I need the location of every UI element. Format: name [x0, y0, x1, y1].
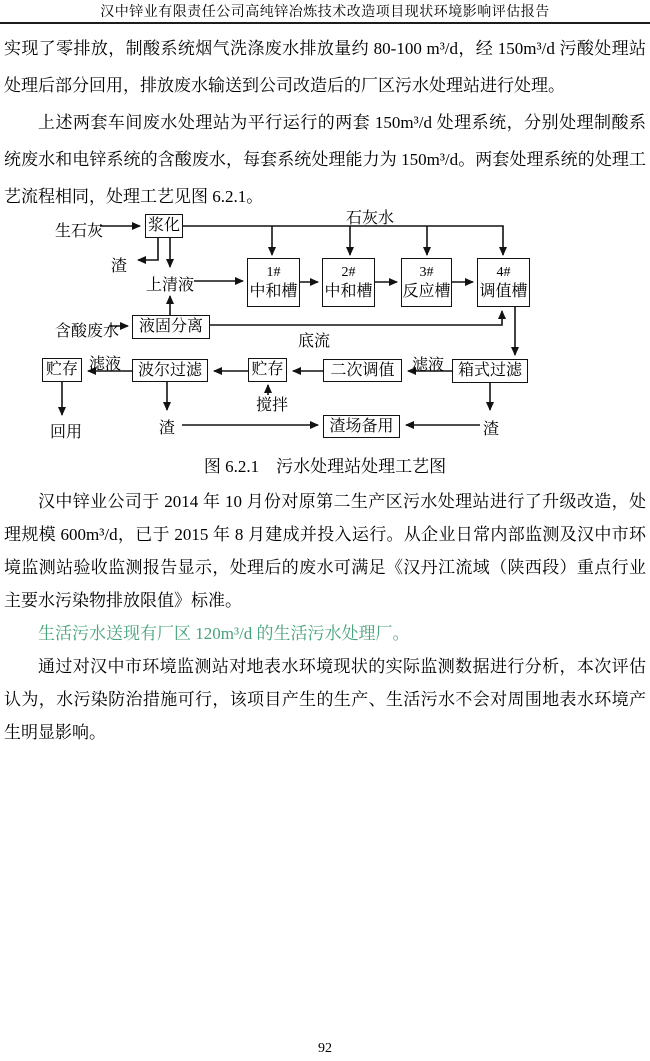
tank4-name: 调值槽 — [479, 282, 528, 300]
label-supernatant: 上清液 — [146, 277, 195, 294]
node-slag-yard-standby: 渣场备用 — [323, 415, 400, 438]
paragraph-3: 汉中锌业公司于 2014 年 10 月份对原第二生产区污水处理站进行了升级改造，处理规模 600m³/d，已于 2015 年 8 月建成并投入运行。从企业日常内部监测及汉中市环境监测站验收监测报告显示，处理后的废水可满足《汉丹江流域（陕西段）重点行业主要水污染物排放限值》标准。 — [4, 492, 646, 610]
node-solid-liquid-separation: 液固分离 — [132, 315, 210, 339]
node-secondary-adjustment: 二次调值 — [323, 359, 402, 382]
tank2-name: 中和槽 — [324, 282, 373, 300]
tank1-name: 中和槽 — [249, 282, 298, 300]
label-acid-wastewater: 含酸废水 — [55, 323, 120, 340]
tank4-number: 4# — [496, 264, 511, 280]
tank1-number: 1# — [266, 264, 281, 280]
header-rule — [0, 22, 650, 24]
label-reuse: 回用 — [50, 424, 83, 441]
node-neutralization-tank-2 — [322, 258, 375, 307]
body-text-top — [4, 30, 646, 215]
label-filtrate-right: 滤液 — [412, 357, 445, 374]
label-stirring: 搅拌 — [256, 397, 289, 414]
node-adjustment-tank-4 — [477, 258, 530, 307]
body-text-bottom — [4, 485, 646, 749]
label-slag-bottom-right: 渣 — [483, 421, 500, 438]
figure-6-2-1-flow-diagram — [0, 205, 650, 448]
label-slag-top: 渣 — [111, 258, 128, 275]
page-number: 92 — [318, 1041, 332, 1056]
label-lime-water: 石灰水 — [346, 210, 395, 227]
node-bohr-filter: 波尔过滤 — [132, 359, 208, 382]
node-slurry: 浆化 — [145, 214, 183, 238]
figure-caption: 图 6.2.1 污水处理站处理工艺图 — [203, 457, 447, 476]
paragraph-2: 上述两套车间废水处理站为平行运行的两套 150m³/d 处理系统，分别处理制酸系统废水和电锌系统的含酸废水，每套系统处理能力为 150m³/d。两套处理系统的处理工艺流程相同，处理工艺见图 6.2.1。 — [4, 113, 646, 206]
label-filtrate-left: 滤液 — [89, 356, 122, 373]
node-reaction-tank-3 — [401, 258, 452, 307]
paragraph-4-green: 生活污水送现有厂区 120m³/d 的生活污水处理厂。 — [38, 624, 410, 643]
tank3-number: 3# — [419, 264, 434, 280]
label-slag-bottom-left: 渣 — [159, 420, 176, 437]
tank3-name: 反应槽 — [402, 282, 451, 300]
node-storage-left: 贮存 — [42, 358, 82, 382]
label-quicklime: 生石灰 — [55, 223, 104, 240]
label-underflow: 底流 — [298, 333, 331, 350]
tank2-number: 2# — [341, 264, 356, 280]
page-header-title: 汉中锌业有限责任公司高纯锌冶炼技术改造项目现状环境影响评估报告 — [100, 5, 550, 20]
paragraph-1: 实现了零排放，制酸系统烟气洗涤废水排放量约 80-100 m³/d，经 150m³/d 污酸处理站处理后部分回用，排放废水输送到公司改造后的厂区污水处理站进行处理。 — [4, 39, 646, 95]
paragraph-5: 通过对汉中市环境监测站对地表水环境现状的实际监测数据进行分析，本次评估认为，水污染防治措施可行，该项目产生的生产、生活污水不会对周围地表水环境产生明显影响。 — [4, 657, 646, 742]
node-storage-mid: 贮存 — [248, 358, 287, 382]
node-box-filter: 箱式过滤 — [452, 359, 528, 383]
node-neutralization-tank-1 — [247, 258, 300, 307]
